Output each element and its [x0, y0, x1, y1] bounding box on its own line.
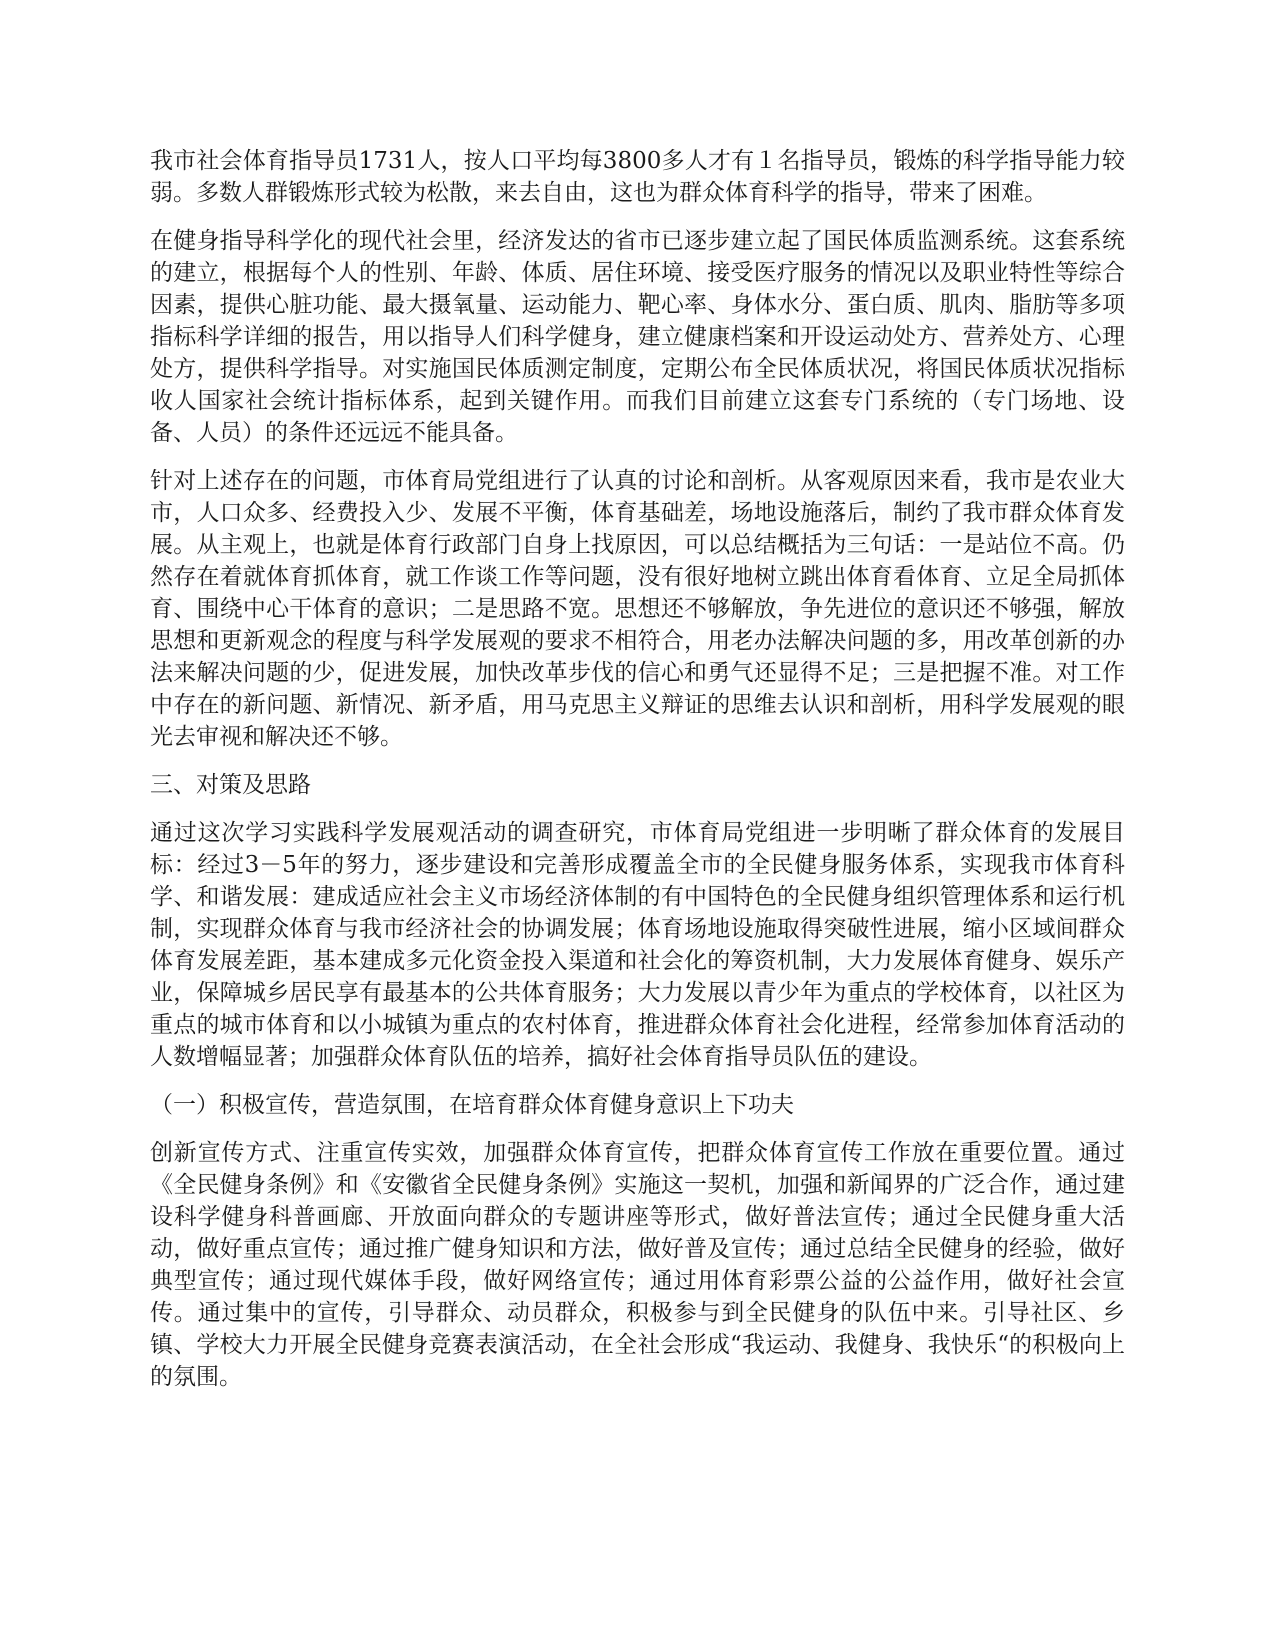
paragraph-instructor-shortage: 我市社会体育指导员1731人，按人口平均每3800多人才有１名指导员，锻炼的科学指导能力较弱。多数人群锻炼形式较为松散，来去自由，这也为群众体育科学的指导，带来了困难。 — [150, 148, 1125, 206]
document-page — [150, 145, 1125, 1409]
paragraph-fitness-monitoring: 在健身指导科学化的现代社会里，经济发达的省市已逐步建立起了国民体质监测系统。这套系统的建立，根据每个人的性别、年龄、体质、居住环境、接受医疗服务的情况以及职业特性等综合因素，提供心脏功能、最大摄氧量、运动能力、靶心率、身体水分、蛋白质、肌肉、脂肪等多项指标科学详细的报告，用以指导人们科学健身，建立健康档案和开设运动处方、营养处方、心理处方，提供科学指导。对实施国民体质测定制度，定期公布全民体质状况，将国民体质状况指标收人国家社会统计指标体系，起到关键作用。而我们目前建立这套专门系统的（专门场地、设备、人员）的条件还远远不能具备。 — [150, 228, 1125, 446]
paragraph-problem-analysis: 针对上述存在的问题，市体育局党组进行了认真的讨论和剖析。从客观原因来看，我市是农业大市，人口众多、经费投入少、发展不平衡，体育基础差，场地设施落后，制约了我市群众体育发展。从主观上，也就是体育行政部门自身上找原因，可以总结概括为三句话：一是站位不高。仍然存在着就体育抓体育，就工作谈工作等问题，没有很好地树立跳出体育看体育、立足全局抓体育、围绕中心干体育的意识；二是思路不宽。思想还不够解放，争先进位的意识还不够强，解放思想和更新观念的程度与科学发展观的要求不相符合，用老办法解决问题的多，用改革创新的办法来解决问题的少，促进发展，加快改革步伐的信心和勇气还显得不足；三是把握不准。对工作中存在的新问题、新情况、新矛盾，用马克思主义辩证的思维去认识和剖析，用科学发展观的眼光去审视和解决还不够。 — [150, 468, 1125, 750]
subsection-heading: （一）积极宣传，营造氛围，在培育群众体育健身意识上下功夫 — [150, 1092, 794, 1118]
paragraph-development-goals: 通过这次学习实践科学发展观活动的调查研究，市体育局党组进一步明晰了群众体育的发展目标：经过3－5年的努力，逐步建设和完善形成覆盖全市的全民健身服务体系，实现我市体育科学、和谐发展：建成适应社会主义市场经济体制的有中国特色的全民健身组织管理体系和运行机制，实现群众体育与我市经济社会的协调发展；体育场地设施取得突破性进展，缩小区域间群众体育发展差距，基本建成多元化资金投入渠道和社会化的筹资机制，大力发展体育健身、娱乐产业，保障城乡居民享有最基本的公共体育服务；大力发展以青少年为重点的学校体育，以社区为重点的城市体育和以小城镇为重点的农村体育，推进群众体育社会化进程，经常参加体育活动的人数增幅显著；加强群众体育队伍的培养，搞好社会体育指导员队伍的建设。 — [150, 820, 1125, 1070]
paragraph-publicity: 创新宣传方式、注重宣传实效，加强群众体育宣传，把群众体育宣传工作放在重要位置。通过《全民健身条例》和《安徽省全民健身条例》实施这一契机，加强和新闻界的广泛合作，通过建设科学健身科普画廊、开放面向群众的专题讲座等形式，做好普法宣传；通过全民健身重大活动，做好重点宣传；通过推广健身知识和方法，做好普及宣传；通过总结全民健身的经验，做好典型宣传；通过现代媒体手段，做好网络宣传；通过用体育彩票公益的公益作用，做好社会宣传。通过集中的宣传，引导群众、动员群众，积极参与到全民健身的队伍中来。引导社区、乡镇、学校大力开展全民健身竞赛表演活动，在全社会形成“我运动、我健身、我快乐“的积极向上的氛围。 — [150, 1140, 1125, 1390]
section-heading: 三、对策及思路 — [150, 772, 311, 798]
